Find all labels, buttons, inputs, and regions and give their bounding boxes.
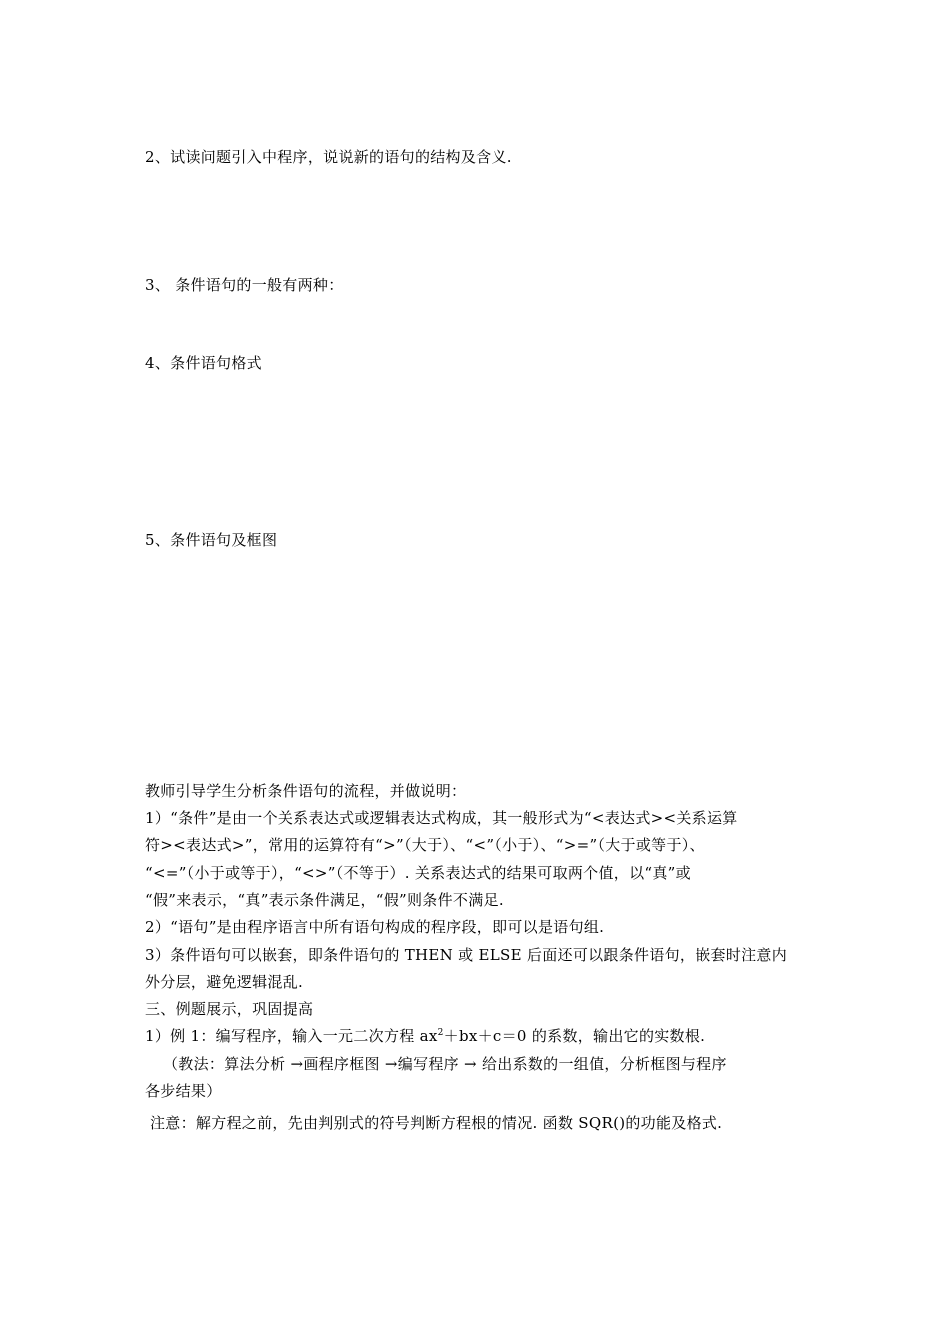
analysis-point-3-line-1: 3）条件语句可以嵌套，即条件语句的 THEN 或 ELSE 后面还可以跟条件语句，嵌套时注意内 <box>145 946 788 964</box>
analysis-point-2: 2）“语句”是由程序语言中所有语句构成的程序段，即可以是语句组. <box>145 918 605 936</box>
method-line-1: （教法：算法分析 →画程序框图 →编写程序 → 给出系数的一组值，分析框图与程序 <box>163 1055 727 1073</box>
question-4: 4、条件语句格式 <box>145 354 262 372</box>
analysis-point-1-line-2: 符><表达式>”，常用的运算符有“>”（大于）、“<”（小于）、“>=”（大于或等于）、 <box>145 836 705 854</box>
examples-heading: 三、例题展示，巩固提高 <box>145 1000 314 1018</box>
note: 注意：解方程之前，先由判别式的符号判断方程根的情况. 函数 SQR()的功能及格式. <box>150 1114 723 1132</box>
method-line-2: 各步结果） <box>145 1082 222 1100</box>
analysis-point-1-line-1: 1）“条件”是由一个关系表达式或逻辑表达式构成，其一般形式为“<表达式><关系运算 <box>145 809 738 827</box>
question-3: 3、 条件语句的一般有两种： <box>145 276 344 294</box>
question-2: 2、试读问题引入中程序，说说新的语句的结构及含义. <box>145 148 512 166</box>
example-1-suffix: ＋bx＋c＝0 的系数，输出它的实数根. <box>443 1027 706 1045</box>
analysis-intro: 教师引导学生分析条件语句的流程，并做说明： <box>145 782 467 800</box>
exponent-superscript: 2 <box>437 1028 444 1038</box>
question-5: 5、条件语句及框图 <box>145 531 278 549</box>
analysis-point-3-line-2: 外分层，避免逻辑混乱. <box>145 973 304 991</box>
example-1-prefix: 1）例 1：编写程序，输入一元二次方程 ax <box>145 1027 438 1045</box>
analysis-point-1-line-3: “<=”（小于或等于），“<>”（不等于）. 关系表达式的结果可取两个值，以“真”或 <box>145 864 691 882</box>
example-1 <box>145 1026 705 1046</box>
analysis-point-1-line-4: “假”来表示，“真”表示条件满足，“假”则条件不满足. <box>145 891 504 909</box>
